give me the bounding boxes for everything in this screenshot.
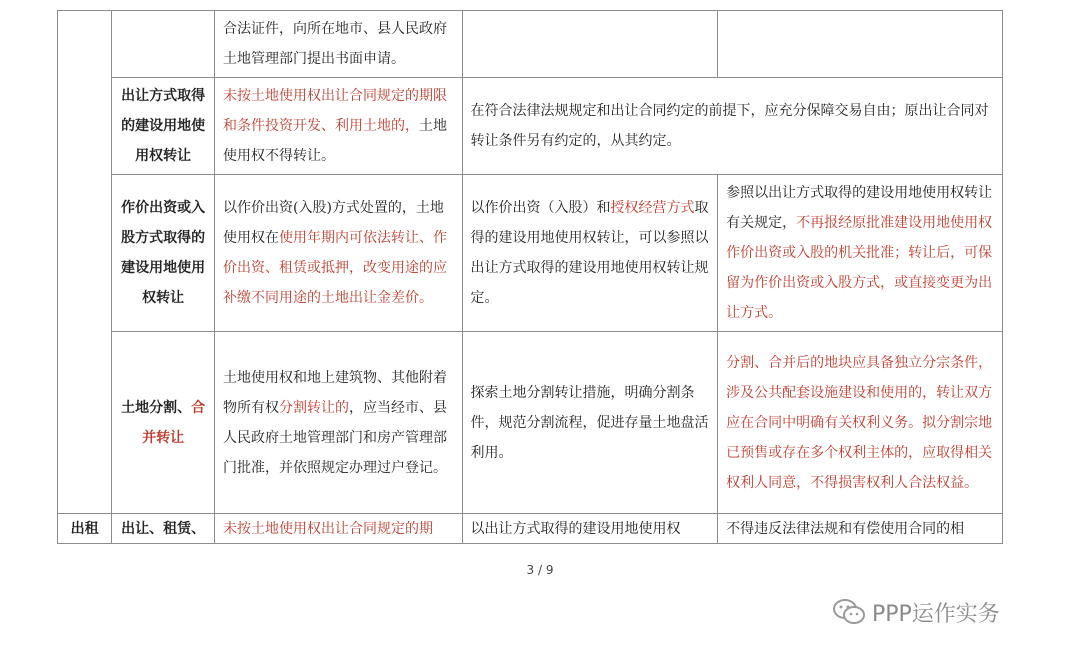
cell-text-red: 分割转让的	[278, 399, 349, 416]
cell-text: 取得的建设用地使用权转让，可以参照以出让方式取得的建设用地使用权转让规定。	[470, 200, 709, 306]
cell-reform	[462, 11, 718, 78]
cell-current	[214, 175, 462, 332]
table-row	[58, 332, 1003, 514]
cell-text: 探索土地分割转让措施，明确分割条件，规范分割流程，促进存量土地盘活利用。	[470, 384, 709, 461]
cell-current	[214, 11, 462, 78]
row-header	[112, 175, 215, 332]
cell-text: 以作价出资(入股)方式处置的，土地使用权在	[222, 200, 444, 246]
watermark	[832, 592, 1000, 632]
cell-text: 参照以出让方式取得的建设用地使用权转让有关规定，	[726, 185, 993, 231]
row-header	[112, 514, 215, 544]
cell-text: 在符合法律法规规定和出让合同约定的前提下，应充分保障交易自由；原出让合同对转让条件另有约定的，从其约定。	[470, 103, 989, 149]
cell-reform	[462, 332, 718, 514]
row-header-text-red: 合并转让	[142, 399, 206, 446]
cell-reform-merged	[462, 78, 1002, 175]
cell-new	[718, 514, 1003, 544]
cell-new	[718, 332, 1003, 514]
cell-reform	[462, 514, 718, 544]
cell-text: 土地使用权不得转让。	[222, 118, 447, 164]
row-header	[112, 78, 215, 175]
row-header-text: 土地分割、	[121, 399, 192, 416]
cell-text: 不得违反法律法规和有偿使用合同的相	[726, 520, 965, 537]
category-cell	[58, 11, 112, 514]
cell-text: 合法证件，向所在地市、县人民政府土地管理部门提出书面申请。	[222, 21, 447, 67]
table-row	[58, 514, 1003, 544]
table-row	[58, 11, 1003, 78]
category-cell	[58, 514, 112, 544]
watermark-text: PPP运作实务	[872, 601, 1000, 627]
cell-text: 土地使用权和地上建筑物、其他附着物所有权	[222, 369, 447, 416]
table-row	[58, 175, 1003, 332]
cell-text-red: 未按土地使用权出让合同规定的期	[222, 520, 433, 537]
cell-text-red: 未按土地使用权出让合同规定的期限和条件投资开发、利用土地的，	[222, 88, 447, 134]
cell-reform	[462, 175, 718, 332]
cell-text: 以作价出资（入股）和	[470, 200, 611, 216]
row-header	[112, 332, 215, 514]
cell-current	[214, 332, 462, 514]
row-header-text: 出让方式取得的建设用地使用权转让	[121, 88, 206, 164]
cell-text: ，应当经市、县人民政府土地管理部门和房产管理部门批准，并依照规定办理过户登记。	[222, 399, 447, 476]
row-header-text: 作价出资或入股方式取得的建设用地使用权转让	[121, 200, 206, 306]
row-header-text: 出让、租赁、	[121, 520, 206, 537]
cell-text-red: 使用年期内可依法转让、作价出资、租赁或抵押，改变用途的应补缴不同用途的土地出让金差价。	[222, 230, 447, 306]
page-number: 3 / 9	[526, 563, 554, 577]
table-row	[58, 78, 1003, 175]
policy-table	[57, 10, 1003, 544]
wechat-icon	[832, 597, 866, 627]
cell-text-red: 不再报经原批准建设用地使用权作价出资或入股的机关批准；转让后，可保留为作价出资或入股方式，或直接变更为出让方式。	[726, 215, 993, 321]
cell-current	[214, 514, 462, 544]
category-text: 出租	[70, 520, 99, 537]
cell-new	[718, 175, 1003, 332]
cell-new	[718, 11, 1003, 78]
cell-text-red: 分割、合并后的地块应具备独立分宗条件，涉及公共配套设施建设和使用的，转让双方应在合同中明确有关权利义务。拟分割宗地已预售或存在多个权利主体的，应取得相关权利人同意，不得损害权利人合法权益。	[726, 354, 993, 491]
cell-text: 以出让方式取得的建设用地使用权	[470, 520, 681, 537]
cell-current	[214, 78, 462, 175]
row-header	[112, 11, 215, 78]
cell-text-red: 授权经营方式	[610, 200, 695, 216]
